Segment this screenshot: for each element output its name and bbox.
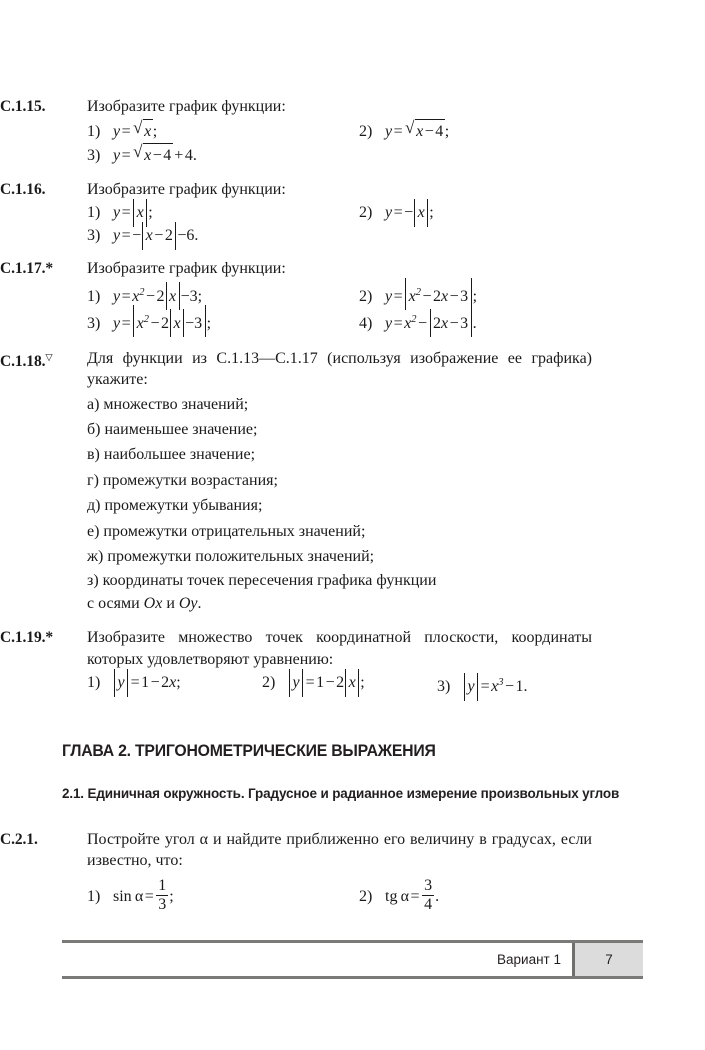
exercise-number [0,96,87,117]
chapter-title: ГЛАВА 2. ТРИГОНОМЕТРИЧЕСКИЕ ВЫРАЖЕНИЯ [62,741,436,761]
list-item [359,281,631,308]
list-item [262,671,437,694]
exercise-number [0,627,87,648]
item-label: 3) [87,314,101,332]
item-label: 2) [359,287,373,305]
list-item [359,308,631,335]
exercise-c1-16 [0,179,705,248]
exercise-lead: Постройте угол α и найдите приближенно его величину в градусах, если известно, что: [87,830,592,870]
exercise-body [87,829,705,914]
item-row [87,201,705,224]
section-heading [62,785,705,805]
item-expression: y= √ x−4; [385,119,449,143]
exercise-number-text: C.1.15. [0,98,46,115]
item-expression: $y=x^2- 2x-3$ . [385,308,477,335]
exercise-items [87,281,705,335]
exercise-items [87,878,705,914]
list-item [87,281,359,308]
item-label: 3) [437,678,451,696]
exercise-lead: Изобразите график функции: [87,180,286,198]
item-row [87,281,705,308]
item-expression: tg α= $\frac{3}{4}$ . [385,876,440,914]
list-item [87,671,262,694]
list-item [87,878,359,914]
list-item [359,119,631,143]
exercise-lead: Изобразите множество точек координатной плоскости, координаты которых удовлетворяют уравнению: [87,629,592,668]
item-expression: sin α= $\frac{1}{3}$ ; [113,876,174,914]
footer-rule-bottom [62,976,643,979]
item-row [87,143,705,167]
exercise-number-text: C.1.16. [0,180,46,198]
exercise-c1-18 [0,348,705,616]
exercise-body [87,96,705,167]
exercise-number-text: C.2.1. [0,830,38,848]
item-label: 3) [87,146,101,164]
item-label: 2) [359,122,373,140]
exercise-items [87,671,705,698]
exercise-number [0,258,87,279]
list-item: г) промежутки возрастания; [87,471,278,489]
exercise-body [87,258,705,335]
item-expression: $y=x^2-2$ x −3; [113,281,202,308]
list-item: в) наибольшее значение; [87,446,256,464]
item-row [87,671,705,698]
exercise-lead: Для функции из C.1.13—C.1.17 (используя изображение ее графика) укажите: [87,349,592,388]
exercise-number [0,829,87,850]
exercise-lead: Изобразите график функции: [87,98,286,115]
list-item [359,878,631,914]
item-expression: $y= x^2-2x-3$ ; [385,281,477,308]
starred-marker: * [45,260,54,277]
lettered-list [87,392,705,616]
exercise-c2-1 [0,829,705,914]
page-footer [62,936,643,988]
item-label: 1) [87,204,101,221]
exercise-number-text: C.1.18. [0,352,46,370]
page-number: 7 [575,943,643,976]
list-item [437,671,528,698]
item-expression: y= x ; [113,201,153,224]
list-item [87,224,359,247]
exercise-c1-19 [0,627,705,698]
item-label: 2) [359,204,373,221]
exercise-body [87,627,705,698]
list-item [87,308,359,335]
item-label: 1) [87,674,101,692]
exercise-number-text: C.1.19. [0,629,46,647]
variant-label: Вариант 1 [441,943,575,976]
exercise-c1-15 [0,96,705,167]
item-label: 3) [87,227,101,244]
item-label: 2) [262,674,276,692]
item-expression: y= √ x−4 +4. [113,143,197,167]
exercise-items [87,201,705,247]
item-label: 1) [87,122,101,140]
item-row [87,224,705,247]
item-expression: $y= x^2-2$ x −3 ; [113,308,211,335]
list-item: ж) промежутки положительных значений; [87,547,375,565]
section-title: 2.1. Единичная окружность. Градусное и радианное измерение произвольных углов [62,786,620,803]
list-item [87,119,359,143]
item-expression: y=− x−2 −6. [113,224,198,247]
list-item: б) наименьшее значение; [87,420,258,438]
exercise-body [87,348,705,616]
item-label: 1) [87,287,101,305]
exercise-body [87,179,705,248]
item-label: 2) [359,887,373,905]
item-row [87,119,705,143]
starred-marker: * [45,629,54,647]
exercise-lead: Изобразите график функции: [87,260,286,277]
item-expression: y =1−2 x ; [288,671,365,694]
list-item: е) промежутки отрицательных значений; [87,522,366,540]
exercise-number-text: C.1.17. [0,260,46,277]
item-label: 4) [359,314,373,332]
footer-strip [62,943,643,976]
list-item [87,143,359,167]
item-expression: y= √ x; [113,119,157,143]
item-label: 1) [87,887,101,905]
triangle-marker: ▽ [45,352,53,363]
item-expression: y=− x ; [385,201,434,224]
list-item: а) множество значений; [87,395,249,413]
list-item: д) промежутки убывания; [87,497,263,515]
exercise-number [0,179,87,200]
list-item [359,201,631,224]
exercise-number [0,348,87,372]
chapter-heading [62,741,705,761]
item-row [87,878,705,914]
item-expression: y =1−2x; [113,671,181,694]
list-item: з) координаты точек пересечения графика функции с осями Ox и Oy. [87,572,437,613]
item-row [87,308,705,335]
exercise-items [87,119,705,167]
list-item [87,201,359,224]
item-expression: $y =x^3-1$. [463,671,528,698]
exercise-c1-17 [0,258,705,335]
